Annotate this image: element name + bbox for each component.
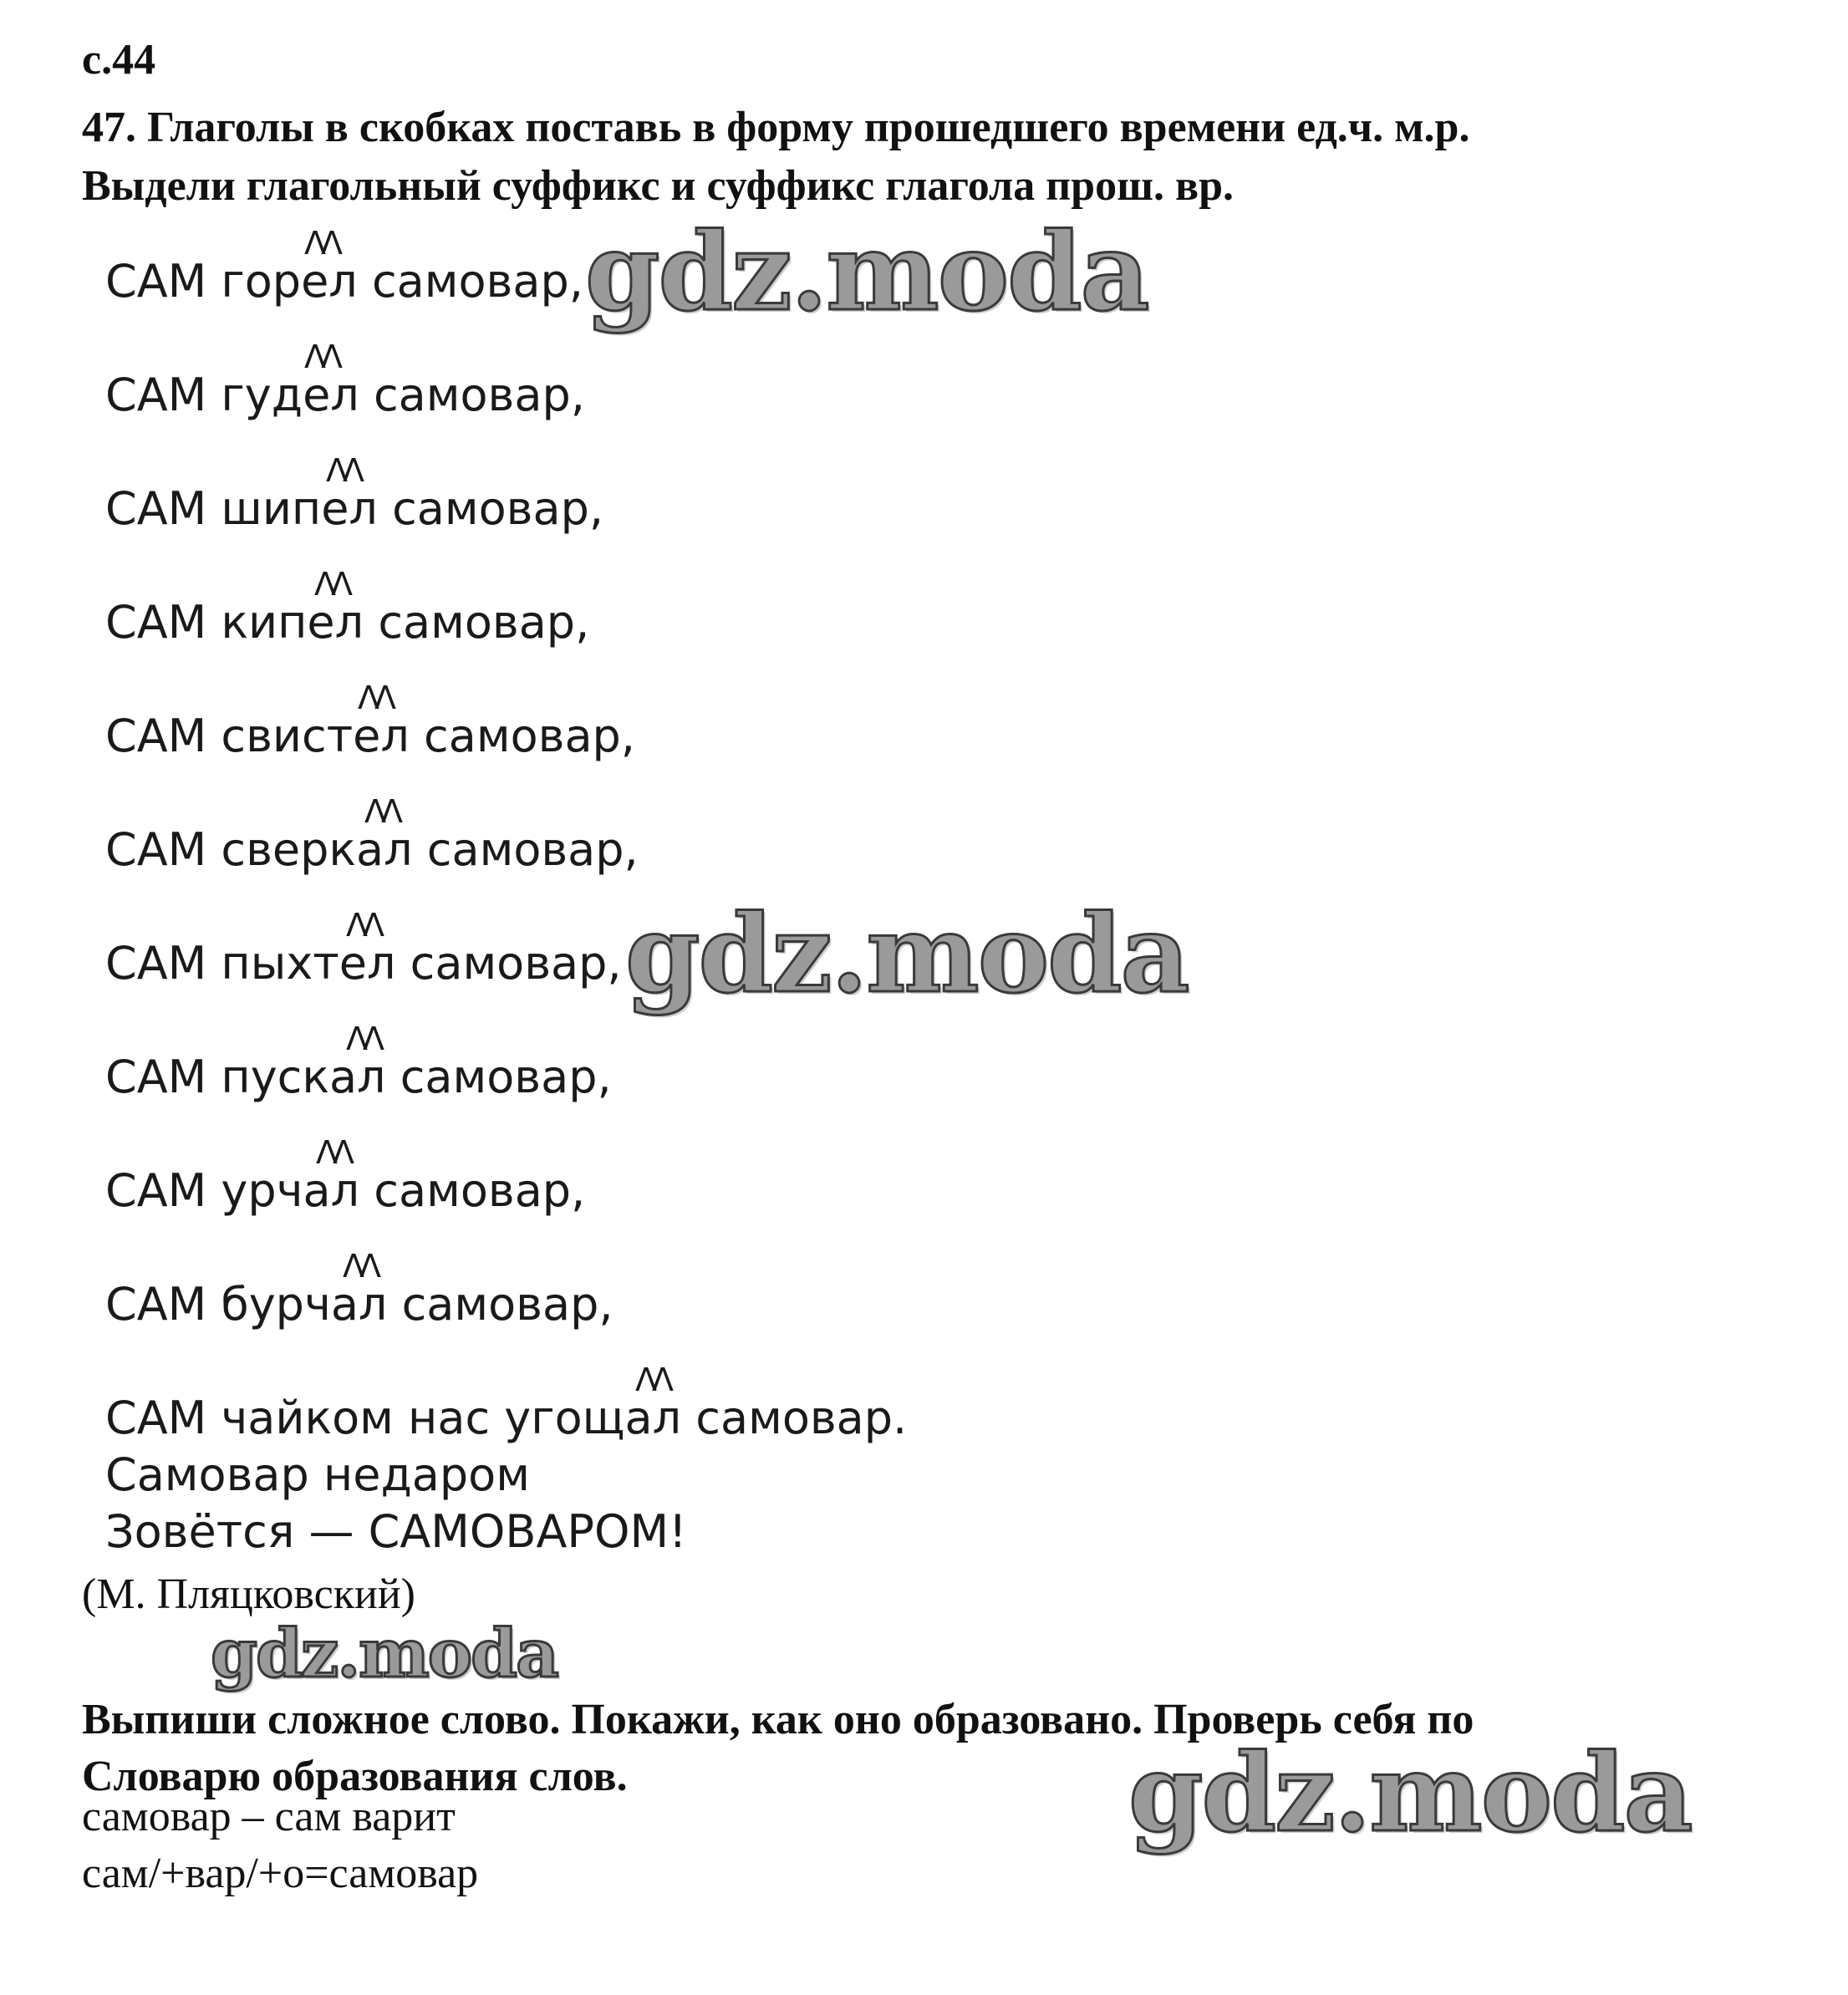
suffix-mark-1: ΛΛ xyxy=(304,225,338,262)
suffix-mark-7: ΛΛ xyxy=(346,907,379,944)
suffix-mark-6: ΛΛ xyxy=(364,793,398,830)
watermark-2: gdz.moda xyxy=(625,892,1189,1017)
task-47-heading xyxy=(82,99,1837,216)
poem-author: (М. Пляцковский) xyxy=(82,1570,415,1618)
watermark-1: gdz.moda xyxy=(585,210,1148,335)
task2-line-2: Словарю образования слов. xyxy=(82,1753,628,1800)
watermark-4: gdz.moda xyxy=(1128,1731,1692,1856)
poem-line-9: САМ урчал самовар, xyxy=(105,1164,586,1217)
task-line-2: Выдели глагольный суффикс и суффикс глагола прош. вр. xyxy=(82,162,1234,210)
suffix-mark-8: ΛΛ xyxy=(346,1020,379,1057)
suffix-mark-9: ΛΛ xyxy=(316,1134,349,1171)
poem-line-2: САМ гудел самовар, xyxy=(105,369,585,421)
poem-line-5: САМ свистел самовар, xyxy=(105,710,635,762)
suffix-mark-3: ΛΛ xyxy=(326,452,359,489)
answer-line-2: сам/+вар/+о=самовар xyxy=(82,1850,479,1897)
suffix-mark-2: ΛΛ xyxy=(304,338,338,375)
poem-line-7: САМ пыхтел самовар, xyxy=(105,937,622,990)
poem-line-4: САМ кипел самовар, xyxy=(105,596,590,649)
poem-line-3: САМ шипел самовар, xyxy=(105,482,604,535)
watermark-3: gdz.moda xyxy=(211,1614,557,1692)
task2-line-1: Выпиши сложное слово. Покажи, как оно образовано. Проверь себя по xyxy=(82,1696,1474,1743)
poem-line-1: САМ горел самовар, xyxy=(105,255,583,308)
suffix-mark-11: ΛΛ xyxy=(635,1361,669,1398)
answer-line-1: самовар – сам варит xyxy=(82,1793,456,1840)
poem-line-13: Зовётся — САМОВАРОМ! xyxy=(105,1505,687,1558)
suffix-mark-10: ΛΛ xyxy=(343,1248,376,1285)
poem-line-12: Самовар недаром xyxy=(105,1448,530,1501)
page-number: с.44 xyxy=(82,36,156,84)
suffix-mark-5: ΛΛ xyxy=(358,679,391,716)
poem-line-6: САМ сверкал самовар, xyxy=(105,823,639,876)
suffix-mark-4: ΛΛ xyxy=(314,566,348,603)
poem-line-11: САМ чайком нас угощал самовар. xyxy=(105,1392,908,1444)
poem-line-10: САМ бурчал самовар, xyxy=(105,1278,613,1331)
poem-line-8: САМ пускал самовар, xyxy=(105,1051,612,1103)
task-line-1: 47. Глаголы в скобках поставь в форму прошедшего времени ед.ч. м.р. xyxy=(82,104,1470,151)
